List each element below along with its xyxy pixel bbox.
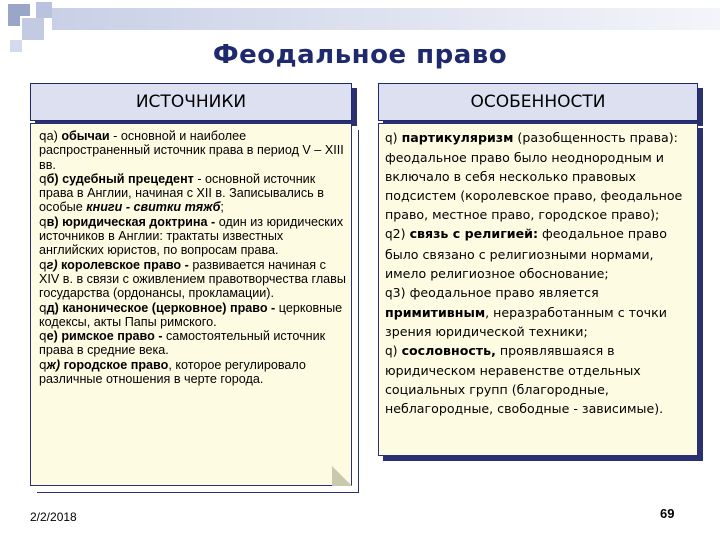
source-term: юридическая доктрина - [62,214,216,229]
bullet-icon: q [385,131,393,145]
source-entry-precedent: qб) судебный прецедент - основной источник права в Англии, начиная с XII в. Записывались в особые книги - свитки тяжб; [39,171,324,215]
feature-entry-particularism: q) партикуляризм (разобщенность права): феодальное право было неоднородным и включало в себя несколько правовых подсистем (королевское право, феодальное право, местное право, городское право); [385,130,683,223]
feature-term: сословность, [401,343,496,359]
page-fold-corner [332,466,352,486]
source-entry-city-law: qж) городское право, которое регулировало различные отношения в черте города. [39,357,306,387]
slide-date: 2/2/2018 [30,510,77,524]
sources-panel [30,123,352,486]
bullet-icon: q [39,214,47,229]
features-panel [378,123,698,456]
bullet-icon: q [39,329,47,344]
bullet-icon: q [39,300,47,315]
header-features: ОСОБЕННОСТИ [378,83,698,121]
source-entry-canon-law: qд) каноническое (церковное) право - церковные кодексы, акты Папы римского. [39,300,343,329]
slide-number: 69 [660,506,675,521]
source-term: каноническое (церковное) право - [62,300,276,315]
bullet-icon: q [39,129,47,143]
bullet-icon: q [39,357,47,372]
feature-term: примитивным [385,304,486,320]
source-entry-royal-law: qг) королевское право - развивается начиная с XIV в. в связи с оживлением правотворчества главы государства (ордонансы, прокламации). [39,257,346,301]
header-sources: ИСТОЧНИКИ [30,83,352,121]
feature-term: партикуляризм [401,130,514,145]
decor-square [36,2,52,18]
source-entry-doctrine: qв) юридическая доктрина - один из юридических источников в Англии: трактаты известных английских юристов, по вопросам права. [39,214,344,258]
feature-entry-estate: q) сословность, проявлявшаяся в юридическом неравенстве отдельных социальных групп (благородные, неблагородные, свободные - зависимые). [385,343,664,417]
source-entry-roman-law: qе) римское право - самостоятельный источник права в средние века. [39,329,326,358]
feature-entry-religion: q2) связь с религией: феодальное право было связано с религиозными нормами, имело религиозное обоснование; [385,226,667,281]
bullet-icon: q [385,227,393,242]
decor-top-bar [52,8,720,30]
source-term: римское право - [61,329,163,344]
bullet-icon: q [39,257,47,272]
bullet-icon: q [385,285,393,300]
source-term: судебный прецедент [62,171,194,186]
bullet-icon: q [385,344,393,359]
feature-entry-primitive: q3) феодальное право является примитивным, неразработанным с точки зрения юридической техники; [385,284,667,339]
decor-square [20,16,46,42]
source-term: городское право [63,357,169,372]
slide-title: Феодальное право [212,40,508,70]
source-term: обычаи [61,129,110,143]
source-entry-customs: qа) обычаи - основной и наиболее распространенный источник права в период V – XIII вв. [39,129,344,172]
source-term: королевское право - [61,257,189,272]
feature-term: связь с религией: [409,226,539,242]
bullet-icon: q [39,171,47,186]
